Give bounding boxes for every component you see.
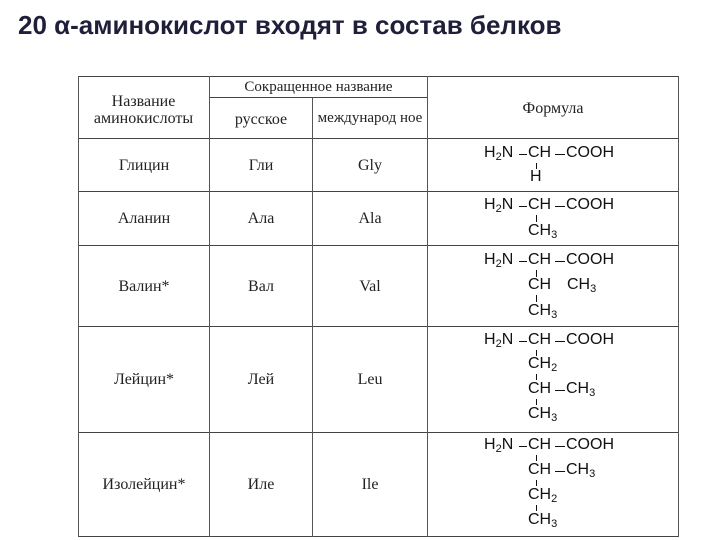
row-name: Изолейцин* xyxy=(102,476,186,493)
header-name: Название аминокислоты xyxy=(93,93,194,127)
ch3-group: $CH_3$ xyxy=(528,222,558,241)
cooh-group: COOH xyxy=(566,196,614,213)
h2n-group: $H_2N$ xyxy=(484,436,514,455)
ch-group: CH xyxy=(528,461,552,478)
ch-group: CH xyxy=(528,276,552,293)
bond xyxy=(519,261,527,262)
row-international: Gly xyxy=(358,156,382,174)
row-name: Глицин xyxy=(118,156,170,174)
ch3-group: $CH_3$ xyxy=(566,380,596,399)
ch3-group: $CH_3$ xyxy=(566,461,596,480)
bond xyxy=(555,446,565,447)
row-russian: Лей xyxy=(247,371,275,388)
row-russian: Иле xyxy=(247,476,275,493)
row-russian: Гли xyxy=(248,156,274,174)
ch3-group: $CH_3$ xyxy=(567,276,597,295)
ch-group: CH xyxy=(528,331,552,348)
row-international: Val xyxy=(359,277,381,295)
cooh-group: COOH xyxy=(566,144,614,161)
ch-group: CH xyxy=(528,436,552,453)
h2n-group: $H_2N$ xyxy=(484,251,514,270)
row-name: Аланин xyxy=(117,210,171,227)
bond xyxy=(555,341,565,342)
row-russian: Ала xyxy=(247,210,275,227)
bond xyxy=(555,471,565,472)
ch2-group: $CH_2$ xyxy=(528,486,558,505)
ch-group: CH xyxy=(528,144,552,161)
row-international: Ile xyxy=(361,476,379,493)
ch-group: CH xyxy=(528,380,552,397)
bond xyxy=(519,446,527,447)
bond xyxy=(519,341,527,342)
ch-group: CH xyxy=(528,251,552,268)
ch3-group: $CH_3$ xyxy=(528,405,558,424)
header-formula: Формула xyxy=(522,99,584,117)
ch-group: CH xyxy=(528,196,552,213)
header-abbr-group: Сокращенное название xyxy=(244,79,393,95)
bond xyxy=(536,295,537,302)
subheader-rule xyxy=(210,97,427,98)
cooh-group: COOH xyxy=(566,331,614,348)
table-top-rule xyxy=(78,76,678,77)
row-name: Лейцин* xyxy=(113,371,175,388)
header-russian: русское xyxy=(234,110,288,128)
bond xyxy=(519,206,527,207)
h-atom: H xyxy=(530,168,542,185)
h2n-group: $H_2N$ xyxy=(484,196,514,215)
bond xyxy=(536,215,537,222)
table-bottom-rule xyxy=(78,536,678,537)
ch3-group: $CH_3$ xyxy=(528,511,558,530)
bond xyxy=(555,154,565,155)
h2n-group: $H_2N$ xyxy=(484,144,514,163)
bond xyxy=(555,206,565,207)
bond xyxy=(555,390,565,391)
row-international: Ala xyxy=(358,210,382,227)
header-international: международ ное xyxy=(317,109,423,126)
col-rule xyxy=(678,76,679,537)
row-russian: Вал xyxy=(248,277,274,295)
cooh-group: COOH xyxy=(566,436,614,453)
cooh-group: COOH xyxy=(566,251,614,268)
col-rule xyxy=(427,76,428,537)
slide-title: 20 α-аминокислот входят в состав белков xyxy=(18,10,562,40)
row-name: Валин* xyxy=(118,277,170,295)
h2n-group: $H_2N$ xyxy=(484,331,514,350)
bond xyxy=(555,261,565,262)
bond xyxy=(519,154,527,155)
ch2-group: $CH_2$ xyxy=(528,355,558,374)
ch3-group: $CH_3$ xyxy=(528,302,558,321)
row-international: Leu xyxy=(357,371,383,388)
